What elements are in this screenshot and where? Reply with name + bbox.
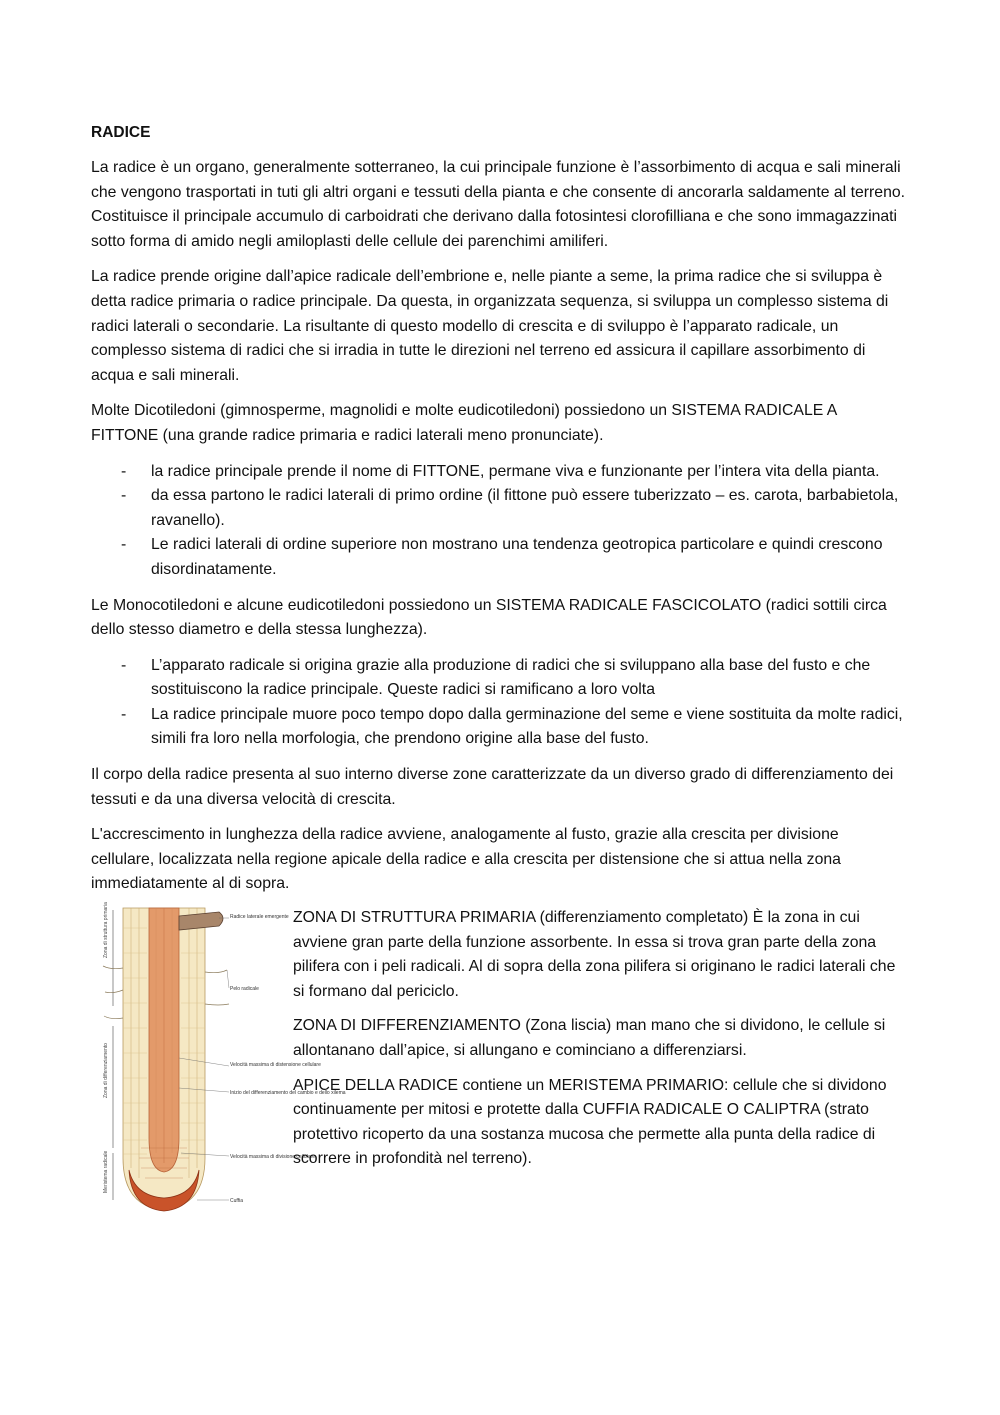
dash-bullet: - [121,536,127,554]
list-item-text: da essa partono le radici laterali di primo ordine (il fittone può essere tuberizzato – es. carota, barbabietola, ravanello). [151,487,899,529]
label-cap: Cuffia [230,1198,243,1205]
paragraph-zones: Il corpo della radice presenta al suo interno diverse zone caratterizzate da un diverso grado di differenziamento dei tessuti e da una diversa velocità di crescita. [91,766,894,808]
zone-apex-text: APICE DELLA RADICE contiene un MERISTEMA PRIMARIO: cellule che si dividono continuamente per mitosi e protette dalla CUFFIA RADICALE O CALIPTRA (strato protettivo ricoperto da una sostanza mucosa che permette alla punta della radice di scorrere in profondità nel terreno). [293,1076,887,1168]
paragraph-intro: La radice è un organo, generalmente sotterraneo, la cui principale funzione è l’assorbimento di acqua e sali minerali che vengono trasportati in tuti gli altri organi e tessuti della pianta e che consente di ancorarla saldamente al terreno. Costituisce il principale accumulo di carboidrati che derivano dalla fotosintesi clorofilliana e che sono immagazzinati sotto forma di amido negli amiloplasti delle cellule dei parenchimi amiliferi. [91,159,906,250]
zone-diff-label: Zona di differenziamento [103,1043,109,1099]
dash-bullet: - [121,487,127,505]
dash-bullet: - [121,656,127,674]
list-item [91,484,906,533]
zone-primary-label: Zona di struttura primaria [103,902,109,959]
zone-descriptions [293,906,908,1182]
paragraph-origin: La radice prende origine dall’apice radicale dell’embrione e, nelle piante a seme, la prima radice che si sviluppa è detta radice primaria o radice principale. Da questa, in organizzata sequenza, si sviluppa un complesso sistema di radici laterali o secondarie. La risultante di questo modello di crescita e di sviluppo è l’apparato radicale, un complesso sistema di radici che si irradia in tutte le direzioni nel terreno ed assicura il capillare assorbimento di acqua e sali minerali. [91,268,889,384]
list-item-text: L’apparato radicale si origina grazie alla produzione di radici che si sviluppano alla base del fusto e che sostituiscono la radice principale. Queste radici si ramificano a loro volta [151,656,871,699]
page-title: RADICE [91,124,151,141]
list-item-text: Le radici laterali di ordine superiore non mostrano una tendenza geotropica particolare e quindi crescono disordinatamente. [151,536,883,578]
label-diff-start: Inizio del differenziamento del cambio e dello xilema [230,1090,346,1097]
document-page [91,122,906,1228]
dash-bullet: - [121,705,127,723]
root-tip-illustration [101,902,346,1213]
list-item [91,460,906,485]
figure-section [91,902,906,1228]
paragraph-growth: L'accrescimento in lunghezza della radice avviene, analogamente al fusto, grazie alla crescita per divisione cellulare, localizzata nella regione apicale della radice e alla crescita per distensione che si attua nella zona immediatamente al di sopra. [91,826,841,893]
list-fittone [91,460,906,583]
dash-bullet: - [121,462,127,480]
zone-differentiation-text: ZONA DI DIFFERENZIAMENTO (Zona liscia) man mano che si dividono, le cellule si allontanano dall’apice, si allungano e cominciano a differenziarsi. [293,1017,886,1059]
list-item-text: La radice principale muore poco tempo dopo dalla germinazione del seme e viene sostituita da molte radici, simili fra loro nella morfologia, che prendono origine alla base del fusto. [151,705,903,748]
paragraph-monocotiledoni: Le Monocotiledoni e alcune eudicotiledoni possiedono un SISTEMA RADICALE FASCICOLATO (radici sottili circa dello stesso diametro e della stessa lunghezza). [91,596,887,639]
list-item [91,654,906,703]
list-fascicolato [91,654,906,752]
label-lateral-root: Radice laterale emergente [230,914,289,921]
label-max-division: Velocità massima di divisione cellulare [230,1154,316,1161]
zone-meristem-label: Meristema radicale [103,1150,109,1194]
label-max-elongation: Velocità massima di distensione cellulare [230,1062,321,1069]
label-root-hair: Pelo radicale [230,986,259,993]
list-item [91,703,906,752]
list-item-text: la radice principale prende il nome di FITTONE, permane viva e funzionante per l’intera vita della pianta. [151,462,880,480]
list-item [91,533,906,582]
paragraph-dicotiledoni: Molte Dicotiledoni (gimnosperme, magnolidi e molte eudicotiledoni) possiedono un SISTEMA RADICALE A FITTONE (una grande radice primaria e radici laterali meno pronunciate). [91,402,837,444]
zone-primary-text: ZONA DI STRUTTURA PRIMARIA (differenziamento completato) È la zona in cui avviene gran parte della funzione assorbente. In essa si trova gran parte della zona pilifera con i peli radicali. Al di sopra della zona pilifera si originano le radici laterali che si formano dal periciclo. [293,909,896,1000]
